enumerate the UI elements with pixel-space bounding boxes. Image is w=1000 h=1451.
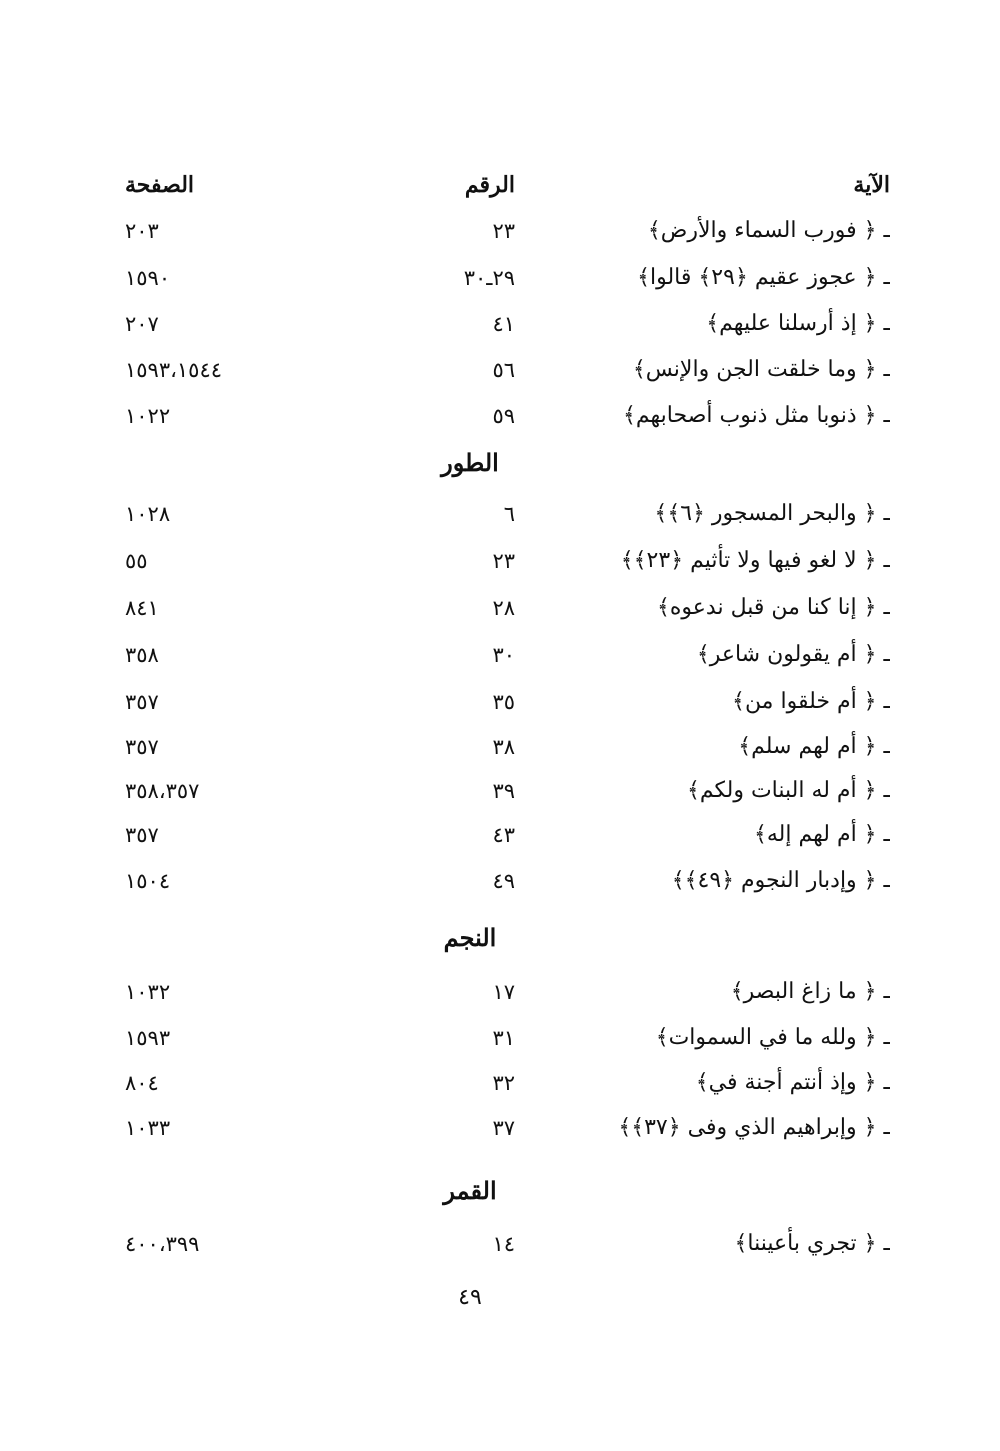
verse-number: ٤٩: [492, 869, 515, 893]
verse-text: ـ ﴿ ولله ما في السموات﴾: [655, 1025, 890, 1050]
index-row: [0, 350, 1000, 390]
verse-number: ٦: [503, 502, 515, 526]
page-number: ١٠٢٨: [125, 502, 171, 526]
verse-text: ـ ﴿ وما خلقت الجن والإنس﴾: [632, 357, 890, 382]
page-number: ٨٠٤: [125, 1071, 159, 1095]
verse-number: ٤٣: [492, 823, 515, 847]
page-number: ٢٠٣: [125, 219, 159, 243]
page-number: ١٠٣٢: [125, 980, 171, 1004]
verse-number: ٣٧: [492, 1116, 515, 1140]
index-row: [0, 258, 1000, 298]
verse-number: ٢٨: [492, 596, 515, 620]
index-row: [0, 1063, 1000, 1103]
verse-text: ـ ﴿ والبحر المسجور ﴿٦﴾﴾: [654, 501, 890, 526]
index-row: [0, 861, 1000, 901]
surah-title: الطور: [441, 448, 499, 477]
page-number: ٣٥٧: [125, 735, 159, 759]
page-number: ١٥٩٣: [125, 1026, 171, 1050]
verse-number: ٣٨: [492, 735, 515, 759]
verse-number: ٥٦: [492, 358, 515, 382]
index-row: [0, 304, 1000, 344]
verse-number: ٢٩ـ٣٠: [463, 266, 515, 290]
index-row: [0, 815, 1000, 855]
index-row: [0, 727, 1000, 767]
page-number: ٥٥: [125, 549, 148, 573]
page-number: ٣٥٧: [125, 690, 159, 714]
page-number: ١٠٣٣: [125, 1116, 171, 1140]
verse-number: ٢٣: [492, 219, 515, 243]
verse-text: ـ ﴿ إنا كنا من قبل ندعوه﴾: [657, 595, 890, 620]
verse-text: ـ ﴿ تجري بأعيننا﴾: [734, 1231, 890, 1256]
page-number: ٣٥٨،٣٥٧: [125, 779, 200, 803]
verse-number: ٣٢: [492, 1071, 515, 1095]
surah-title: القمر: [443, 1176, 497, 1205]
verse-number: ٣٠: [492, 643, 515, 667]
verse-number: ٢٣: [492, 549, 515, 573]
page-number: ١٠٢٢: [125, 404, 171, 428]
index-row: [0, 541, 1000, 581]
index-row: [0, 1108, 1000, 1148]
page-number: ٣٥٧: [125, 823, 159, 847]
index-row: [0, 972, 1000, 1012]
index-row: [0, 211, 1000, 251]
page-number: ١٥٠٤: [125, 869, 171, 893]
header-verse: الآية: [853, 172, 890, 198]
header-page: الصفحة: [125, 172, 195, 198]
index-row: [0, 1018, 1000, 1058]
verse-text: ـ ﴿ أم له البنات ولكم﴾: [686, 778, 890, 803]
verse-number: ٣٩: [492, 779, 515, 803]
verse-text: ـ ﴿ أم خلقوا من﴾: [732, 689, 890, 714]
page-number: ١٥٩٣،١٥٤٤: [125, 358, 223, 382]
verse-text: ـ ﴿ أم لهم سلم﴾: [738, 734, 890, 759]
verse-text: ـ ﴿ لا لغو فيها ولا تأثيم ﴿٢٣﴾﴾: [620, 548, 890, 573]
verse-text: ـ ﴿ وإدبار النجوم ﴿٤٩﴾﴾: [671, 868, 890, 893]
verse-text: ـ ﴿ وإذ أنتم أجنة في﴾: [695, 1070, 890, 1095]
verse-number: ٣١: [492, 1026, 515, 1050]
verse-text: ـ ﴿ ذنوبا مثل ذنوب أصحابهم﴾: [623, 403, 890, 428]
verse-text: ـ ﴿ إذ أرسلنا عليهم﴾: [706, 311, 890, 336]
index-row: [0, 494, 1000, 534]
index-row: [0, 771, 1000, 811]
index-row: [0, 635, 1000, 675]
page-number: ٣٥٨: [125, 643, 159, 667]
surah-title: النجم: [443, 923, 497, 952]
verse-text: ـ ﴿ فورب السماء والأرض﴾: [647, 218, 890, 243]
index-row: [0, 588, 1000, 628]
column-header-row: [0, 165, 1000, 205]
folio-number: ٤٩: [458, 1285, 482, 1310]
verse-number: ٤١: [492, 312, 515, 336]
index-row: [0, 682, 1000, 722]
index-row: [0, 396, 1000, 436]
verse-number: ٣٥: [492, 690, 515, 714]
page-number: ٤٠٠،٣٩٩: [125, 1232, 200, 1256]
page-number: ٨٤١: [125, 596, 159, 620]
verse-number: ٥٩: [492, 404, 515, 428]
verse-number: ١٧: [492, 980, 515, 1004]
header-number: الرقم: [464, 172, 515, 198]
page-number: ٢٠٧: [125, 312, 159, 336]
verse-text: ـ ﴿ أم لهم إله﴾: [753, 822, 890, 847]
verse-text: ـ ﴿ وإبراهيم الذي وفى ﴿٣٧﴾﴾: [618, 1115, 890, 1140]
verse-text: ـ ﴿ أم يقولون شاعر﴾: [696, 642, 890, 667]
page-number: ١٥٩٠: [125, 266, 171, 290]
verse-number: ١٤: [492, 1232, 515, 1256]
verse-text: ـ ﴿ عجوز عقيم ﴿٢٩﴾ قالوا﴾: [637, 265, 890, 290]
index-row: [0, 1224, 1000, 1264]
verse-text: ـ ﴿ ما زاغ البصر﴾: [730, 979, 890, 1004]
